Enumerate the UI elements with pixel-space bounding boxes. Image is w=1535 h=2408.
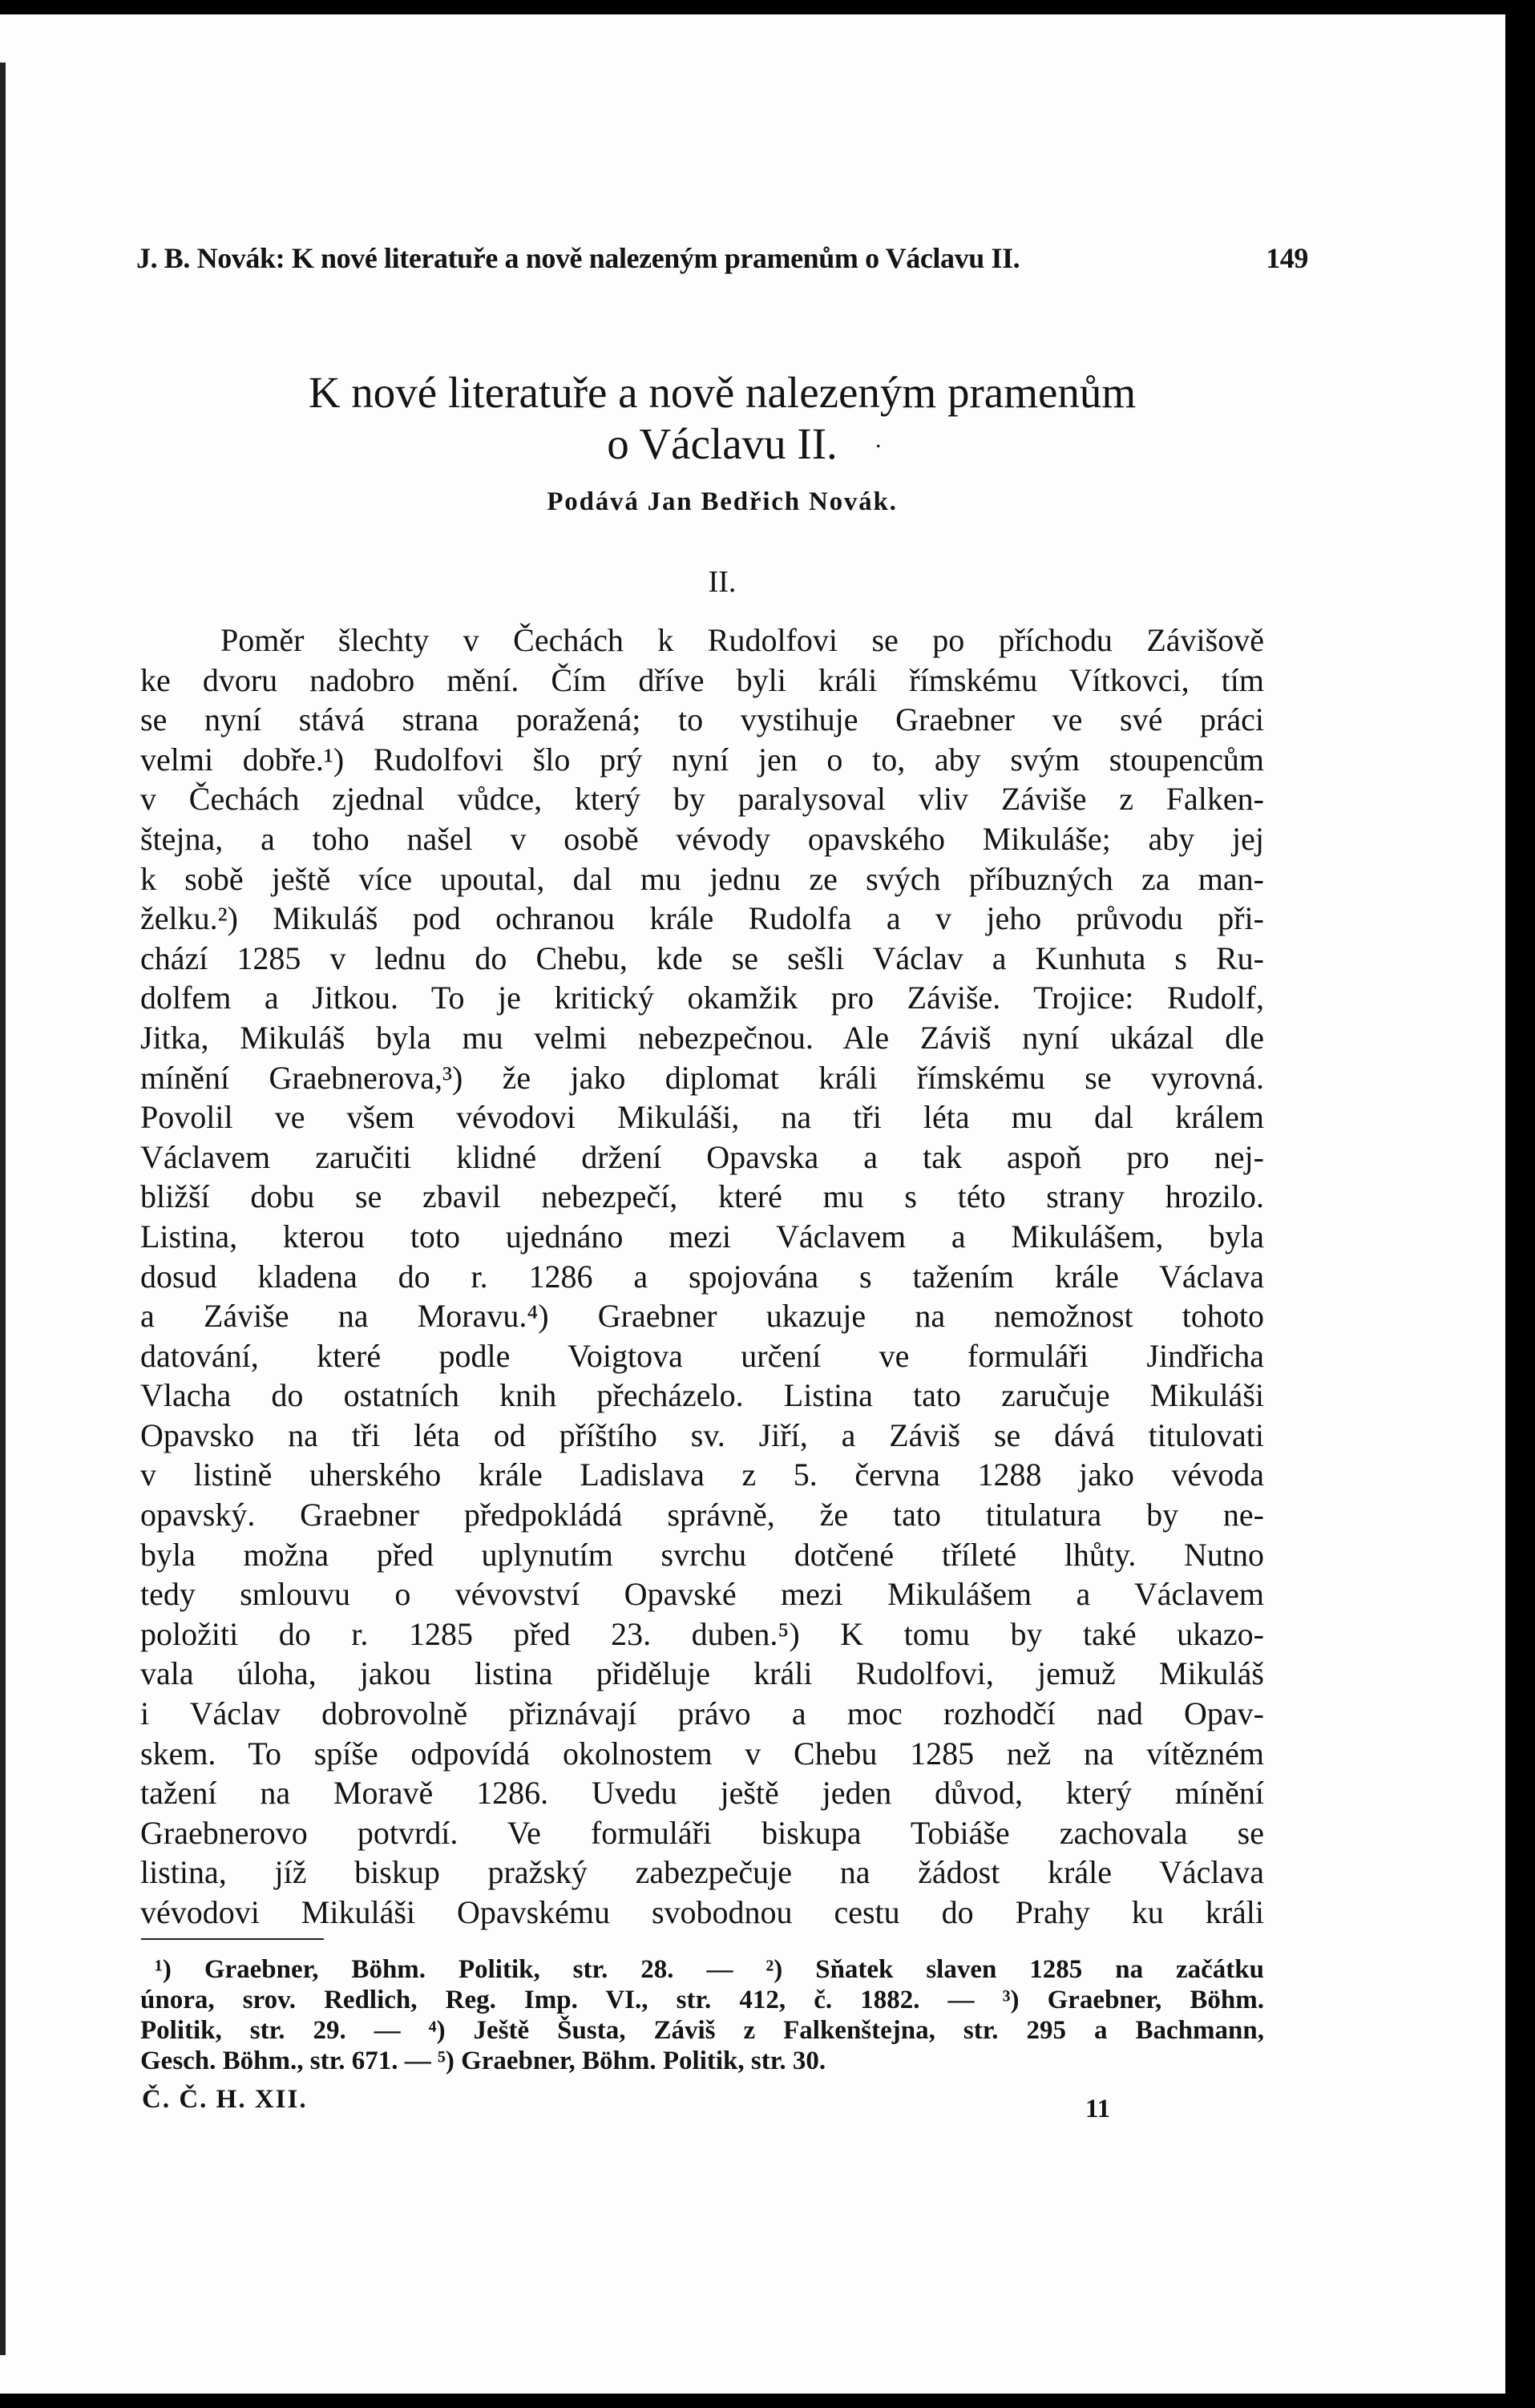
body-line: Listina, kterou toto ujednáno mezi Václavem a Mikulášem, byla: [140, 1218, 1264, 1255]
body-line: Opavsko na tři léta od příštího sv. Jiří, a Záviš se dává titulovati: [140, 1416, 1264, 1453]
body-line: štejna, a toho našel v osobě vévody opavského Mikuláše; aby jej: [140, 820, 1264, 857]
body-line: Vlacha do ostatních knih přecházelo. Listina tato zaručuje Mikuláši: [140, 1377, 1264, 1414]
body-line: skem. To spíše odpovídá okolnostem v Chebu 1285 než na vítězném: [140, 1735, 1264, 1772]
body-line: Jitka, Mikuláš byla mu velmi nebezpečnou. Ale Záviš nyní ukázal dle: [140, 1019, 1264, 1056]
body-line: opavský. Graebner předpokládá správně, že tato titulatura by ne-: [140, 1497, 1264, 1533]
body-line: Poměr šlechty v Čechách k Rudolfovi se po příchodu Závišově: [220, 622, 1264, 658]
body-line: se nyní stává strana poražená; to vystihuje Graebner ve své práci: [140, 701, 1264, 738]
scan-edge-mark: [0, 63, 6, 2355]
author-byline: Podává Jan Bedřich Novák.: [547, 487, 898, 516]
body-line: byla možna před uplynutím svrchu dotčené tříleté lhůty. Nutno: [140, 1536, 1264, 1573]
body-line: i Václav dobrovolně přiznávají právo a moc rozhodčí nad Opav-: [140, 1695, 1264, 1732]
body-line: k sobě ještě více upoutal, dal mu jednu ze svých příbuzných za man-: [140, 860, 1264, 897]
body-line: datování, které podle Voigtova určení ve formuláři Jindřicha: [140, 1337, 1264, 1374]
body-line: chází 1285 v lednu do Chebu, kde se sešli Václav a Kunhuta s Ru-: [140, 939, 1264, 976]
body-line: vévodovi Mikuláši Opavskému svobodnou cestu do Prahy ku králi: [140, 1894, 1264, 1930]
page-number: 149: [1266, 242, 1308, 274]
body-text: [140, 620, 1264, 1933]
body-line: a Záviše na Moravu.⁴) Graebner ukazuje na nemožnost tohoto: [140, 1298, 1264, 1335]
footnote-rule: [141, 1938, 324, 1940]
body-line: tedy smlouvu o vévovství Opavské mezi Mikulášem a Václavem: [140, 1576, 1264, 1613]
section-number: II.: [708, 565, 737, 599]
body-line: listina, jíž biskup pražský zabezpečuje na žádost krále Václava: [140, 1854, 1264, 1891]
footnote-line: Politik, str. 29. — ⁴) Ještě Šusta, Záviš z Falkenštejna, str. 295 a Bachmann,: [140, 2016, 1264, 2045]
running-head: [136, 241, 1308, 275]
body-line: mínění Graebnerova,³) že jako diplomat králi římskému se vyrovná.: [140, 1059, 1264, 1096]
footnotes: [140, 1954, 1264, 2076]
stray-mark: .: [875, 426, 882, 453]
body-line: bližší dobu se zbavil nebezpečí, které mu s této strany hrozilo.: [140, 1178, 1264, 1215]
article-title-line-1: K nové literatuře a nově nalezeným pramenům: [308, 368, 1137, 417]
body-line: ke dvoru nadobro mění. Čím dříve byli králi římskému Vítkovci, tím: [140, 661, 1264, 698]
article-title-line-2: o Václavu II.: [607, 419, 838, 468]
footnote-line: února, srov. Redlich, Reg. Imp. VI., str. 412, č. 1882. — ³) Graebner, Böhm.: [140, 1986, 1264, 2014]
body-line: v listině uherského krále Ladislava z 5. června 1288 jako vévoda: [140, 1457, 1264, 1493]
footnote-line: ¹) Graebner, Böhm. Politik, str. 28. — ²) Sňatek slaven 1285 na začátku: [155, 1955, 1264, 1984]
body-line: velmi dobře.¹) Rudolfovi šlo prý nyní jen o to, aby svým stoupencům: [140, 741, 1264, 778]
body-line: želku.²) Mikuláš pod ochranou krále Rudolfa a v jeho průvodu při-: [140, 900, 1264, 937]
body-line: dosud kladena do r. 1286 a spojována s tažením krále Václava: [140, 1258, 1264, 1295]
page-sheet: [0, 14, 1505, 2394]
footnote-line: Gesch. Böhm., str. 671. — ⁵) Graebner, Böhm. Politik, str. 30.: [140, 2046, 826, 2075]
body-line: Václavem zaručiti klidné držení Opavska a tak aspoň pro nej-: [140, 1138, 1264, 1175]
body-line: v Čechách zjednal vůdce, který by paralysoval vliv Záviše z Falken-: [140, 781, 1264, 818]
signature-mark: Č. Č. H. XII.: [142, 2085, 308, 2114]
body-line: Graebnerovo potvrdí. Ve formuláři biskupa Tobiáše zachovala se: [140, 1814, 1264, 1851]
body-line: položiti do r. 1285 před 23. duben.⁵) K tomu by také ukazo-: [140, 1615, 1264, 1652]
body-line: Povolil ve všem vévodovi Mikuláši, na tři léta mu dal králem: [140, 1099, 1264, 1136]
signature-number: 11: [1085, 2095, 1111, 2123]
body-line: dolfem a Jitkou. To je kritický okamžik pro Záviše. Trojice: Rudolf,: [140, 980, 1264, 1016]
body-line: tažení na Moravě 1286. Uvedu ještě jeden důvod, který mínění: [140, 1775, 1264, 1812]
body-line: vala úloha, jakou listina přiděluje králi Rudolfovi, jemuž Mikuláš: [140, 1655, 1264, 1692]
running-head-text: J. B. Novák: K nové literatuře a nově nalezeným pramenům o Václavu II.: [136, 242, 1020, 274]
